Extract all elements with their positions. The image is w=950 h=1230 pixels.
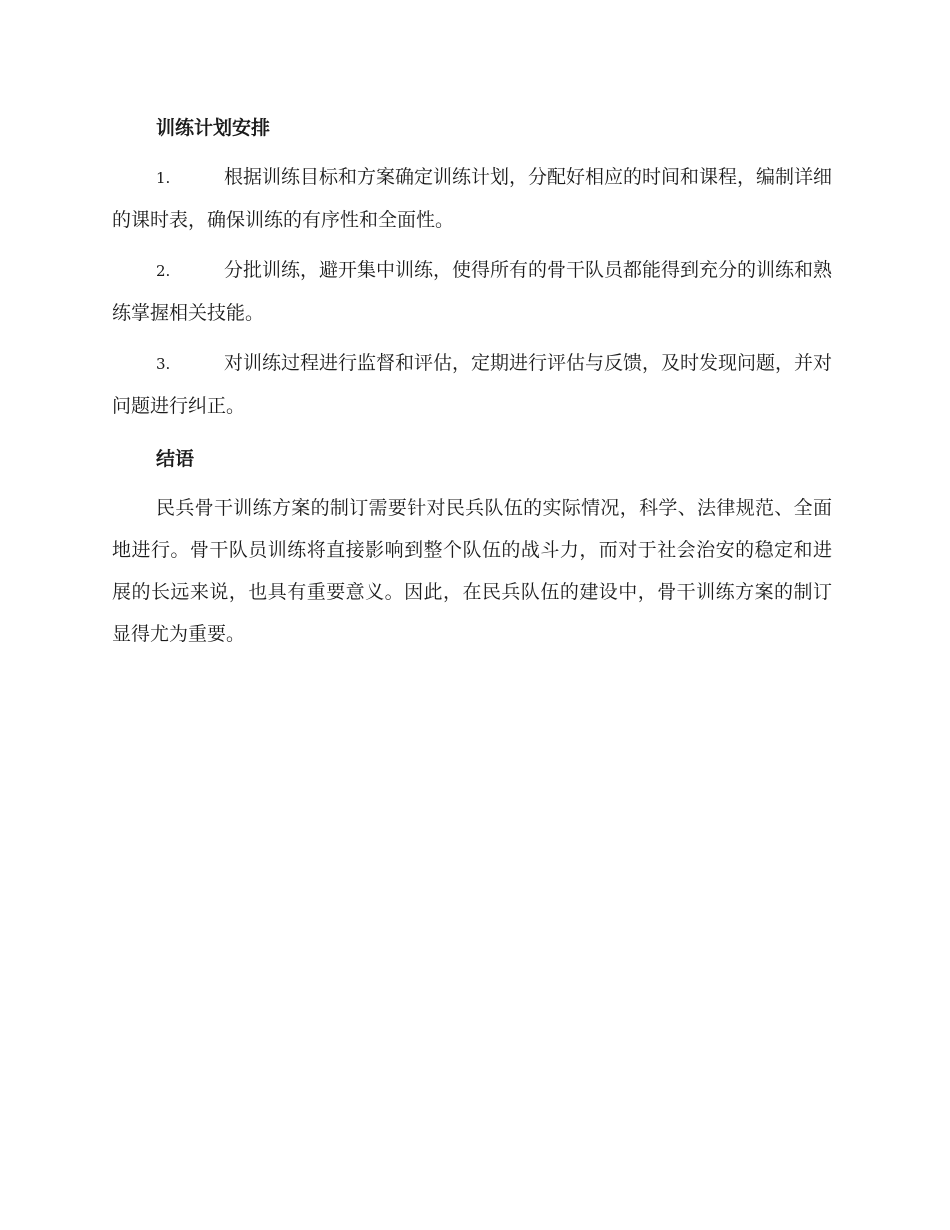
list-item-text: 对训练过程进行监督和评估，定期进行评估与反馈，及时发现问题，并对问题进行纠正。: [112, 352, 833, 417]
list-item-number: 2.: [156, 262, 171, 280]
list-item: [112, 249, 832, 334]
section-heading-conclusion: 结语: [156, 448, 195, 470]
list-item: [112, 342, 832, 427]
list-item-text: 分批训练，避开集中训练，使得所有的骨干队员都能得到充分的训练和熟练掌握相关技能。: [112, 259, 833, 324]
section-heading-training-plan: 训练计划安排: [156, 117, 271, 139]
list-item-number: 3.: [156, 355, 171, 373]
conclusion-paragraph: 民兵骨干训练方案的制订需要针对民兵队伍的实际情况，科学、法律规范、全面地进行。骨干队员训练将直接影响到整个队伍的战斗力，而对于社会治安的稳定和进展的长远来说，也具有重要意义。因此，在民兵队伍的建设中，骨干训练方案的制订显得尤为重要。: [112, 497, 832, 645]
list-item-text: 根据训练目标和方案确定训练计划，分配好相应的时间和课程，编制详细的课时表，确保训练的有序性和全面性。: [112, 166, 833, 231]
document-page: [112, 108, 832, 655]
list-item: [112, 156, 832, 241]
list-item-number: 1.: [156, 169, 171, 187]
